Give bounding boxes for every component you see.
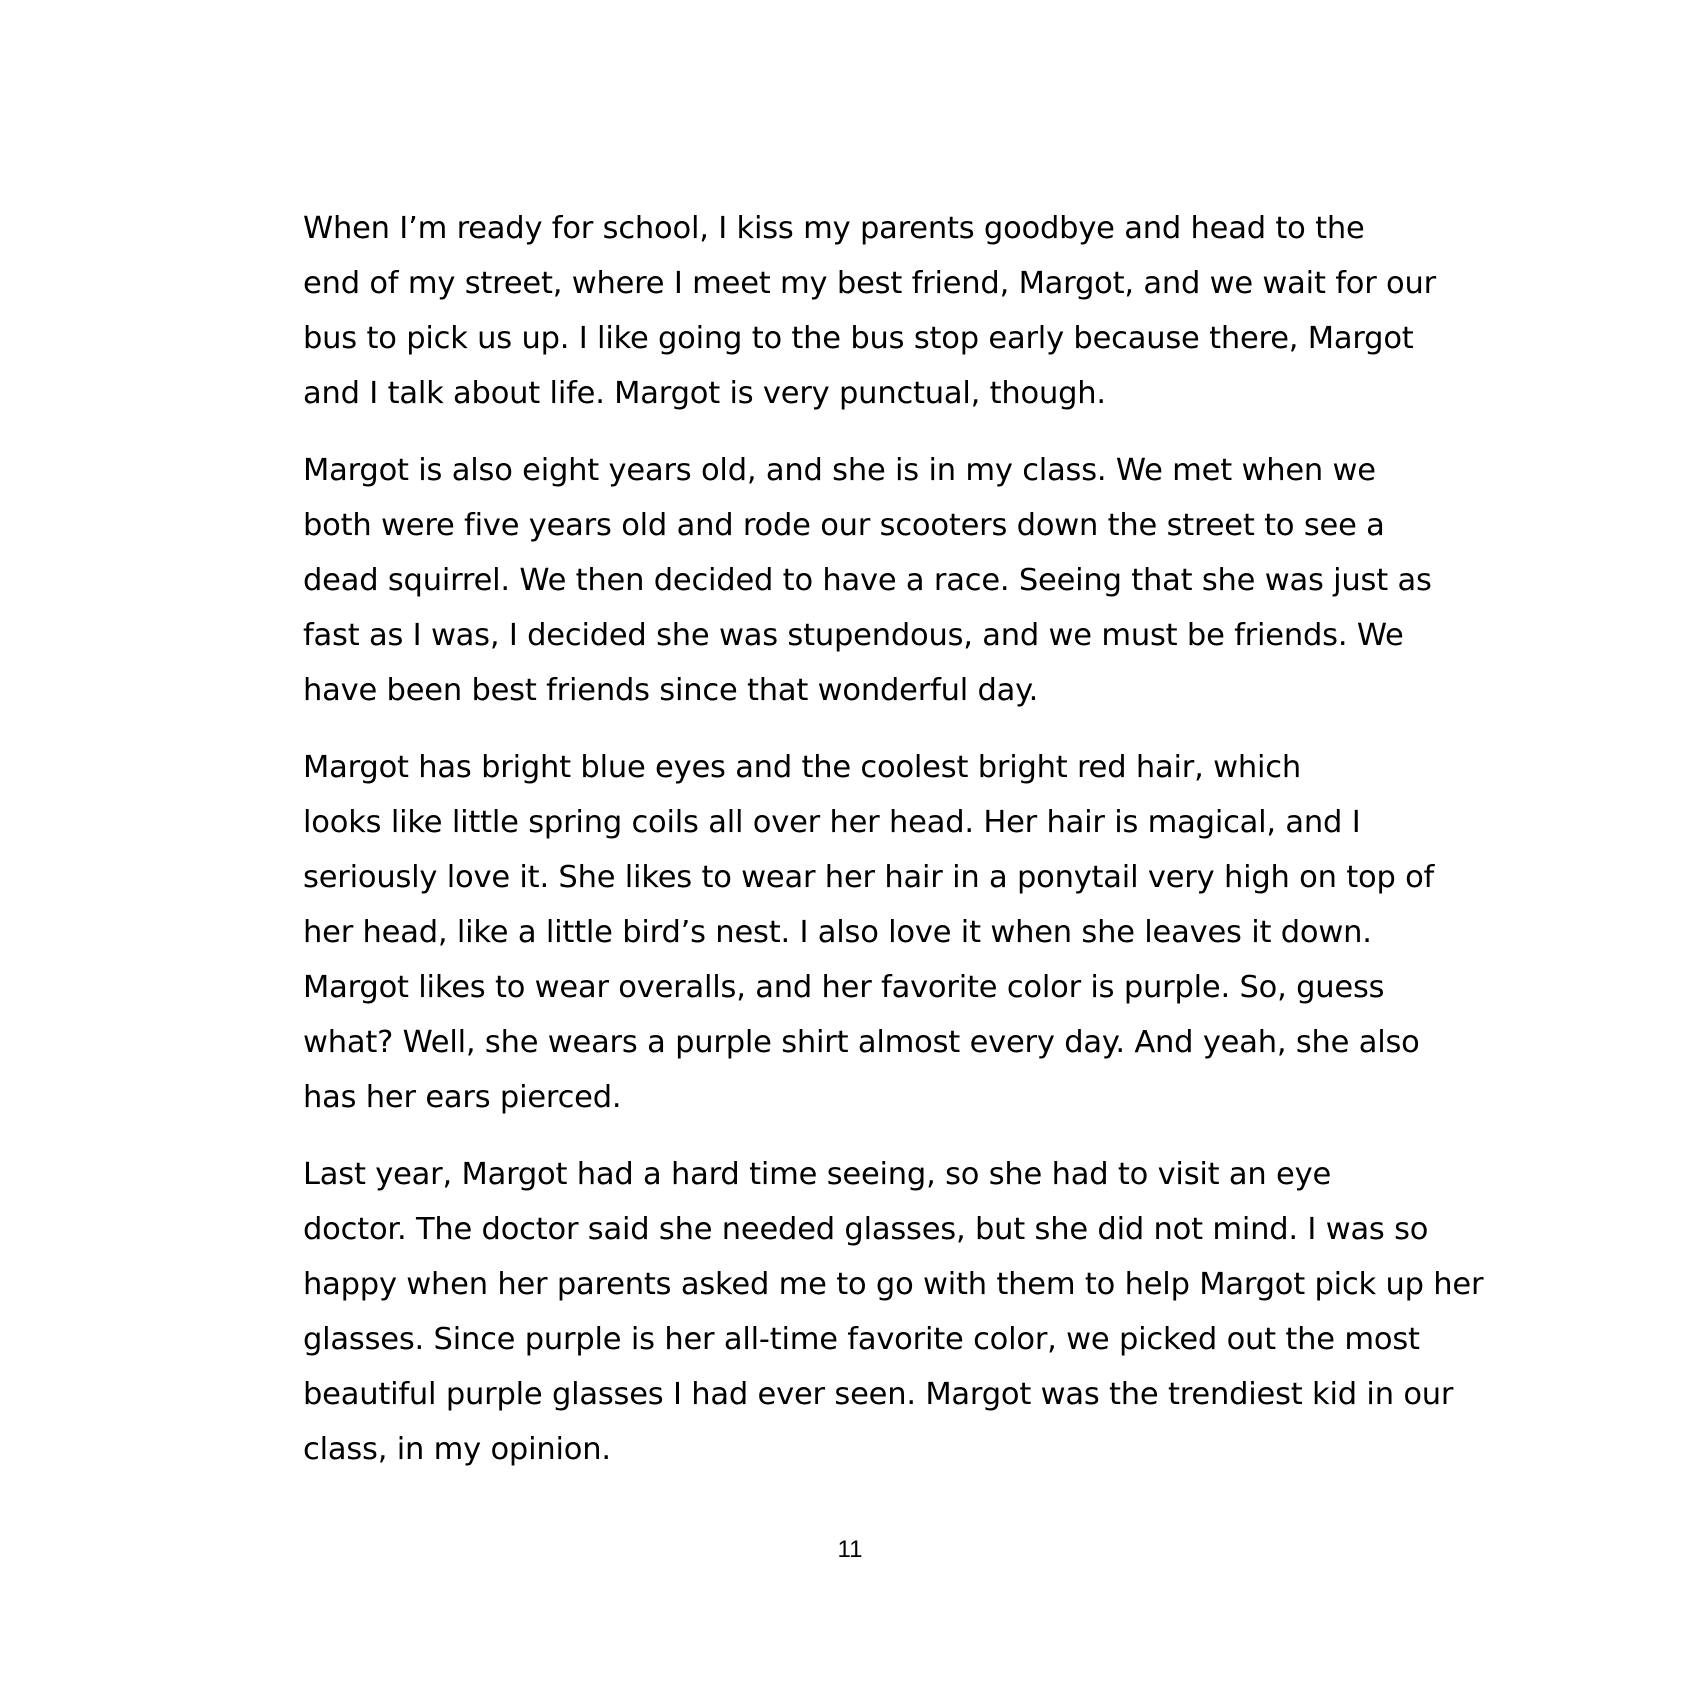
paragraph-line: Margot is also eight years old, and she is in my class. We met when we bbox=[303, 453, 1376, 488]
paragraph-line: beautiful purple glasses I had ever seen. Margot was the trendiest kid in our bbox=[303, 1377, 1454, 1412]
paragraph-line: Margot has bright blue eyes and the coolest bright red hair, which bbox=[303, 750, 1301, 785]
paragraph-line: happy when her parents asked me to go with them to help Margot pick up her bbox=[303, 1267, 1484, 1302]
paragraph-2 bbox=[202, 443, 1524, 718]
paragraph-line: fast as I was, I decided she was stupendous, and we must be friends. We bbox=[303, 618, 1404, 653]
paragraph-1 bbox=[202, 201, 1524, 421]
paragraph-4 bbox=[202, 1147, 1524, 1477]
paragraph-line: what? Well, she wears a purple shirt almost every day. And yeah, she also bbox=[303, 1025, 1420, 1060]
paragraph-line: and I talk about life. Margot is very punctual, though. bbox=[303, 376, 1106, 411]
paragraph-line: doctor. The doctor said she needed glasses, but she did not mind. I was so bbox=[303, 1212, 1429, 1247]
paragraph-line: looks like little spring coils all over her head. Her hair is magical, and I bbox=[303, 805, 1361, 840]
paragraph-line: When I’m ready for school, I kiss my parents goodbye and head to the bbox=[303, 211, 1365, 246]
paragraph-line: end of my street, where I meet my best friend, Margot, and we wait for our bbox=[303, 266, 1436, 301]
paragraph-line: has her ears pierced. bbox=[303, 1080, 622, 1115]
paragraph-3 bbox=[202, 740, 1524, 1125]
paragraph-line: dead squirrel. We then decided to have a race. Seeing that she was just as bbox=[303, 563, 1432, 598]
paragraph-line: have been best friends since that wonderful day. bbox=[303, 673, 1039, 708]
paragraph-line: seriously love it. She likes to wear her hair in a ponytail very high on top of bbox=[303, 860, 1435, 895]
paragraph-line: Last year, Margot had a hard time seeing, so she had to visit an eye bbox=[303, 1157, 1332, 1192]
paragraph-line: class, in my opinion. bbox=[303, 1432, 611, 1467]
page-number: 11 bbox=[837, 1536, 863, 1563]
paragraph-line: bus to pick us up. I like going to the bus stop early because there, Margot bbox=[303, 321, 1414, 356]
paragraph-line: her head, like a little bird’s nest. I also love it when she leaves it down. bbox=[303, 915, 1372, 950]
paragraph-line: both were five years old and rode our scooters down the street to see a bbox=[303, 508, 1385, 543]
paragraph-line: Margot likes to wear overalls, and her favorite color is purple. So, guess bbox=[303, 970, 1385, 1005]
body-text bbox=[202, 201, 1524, 1499]
paragraph-line: glasses. Since purple is her all-time favorite color, we picked out the most bbox=[303, 1322, 1420, 1357]
